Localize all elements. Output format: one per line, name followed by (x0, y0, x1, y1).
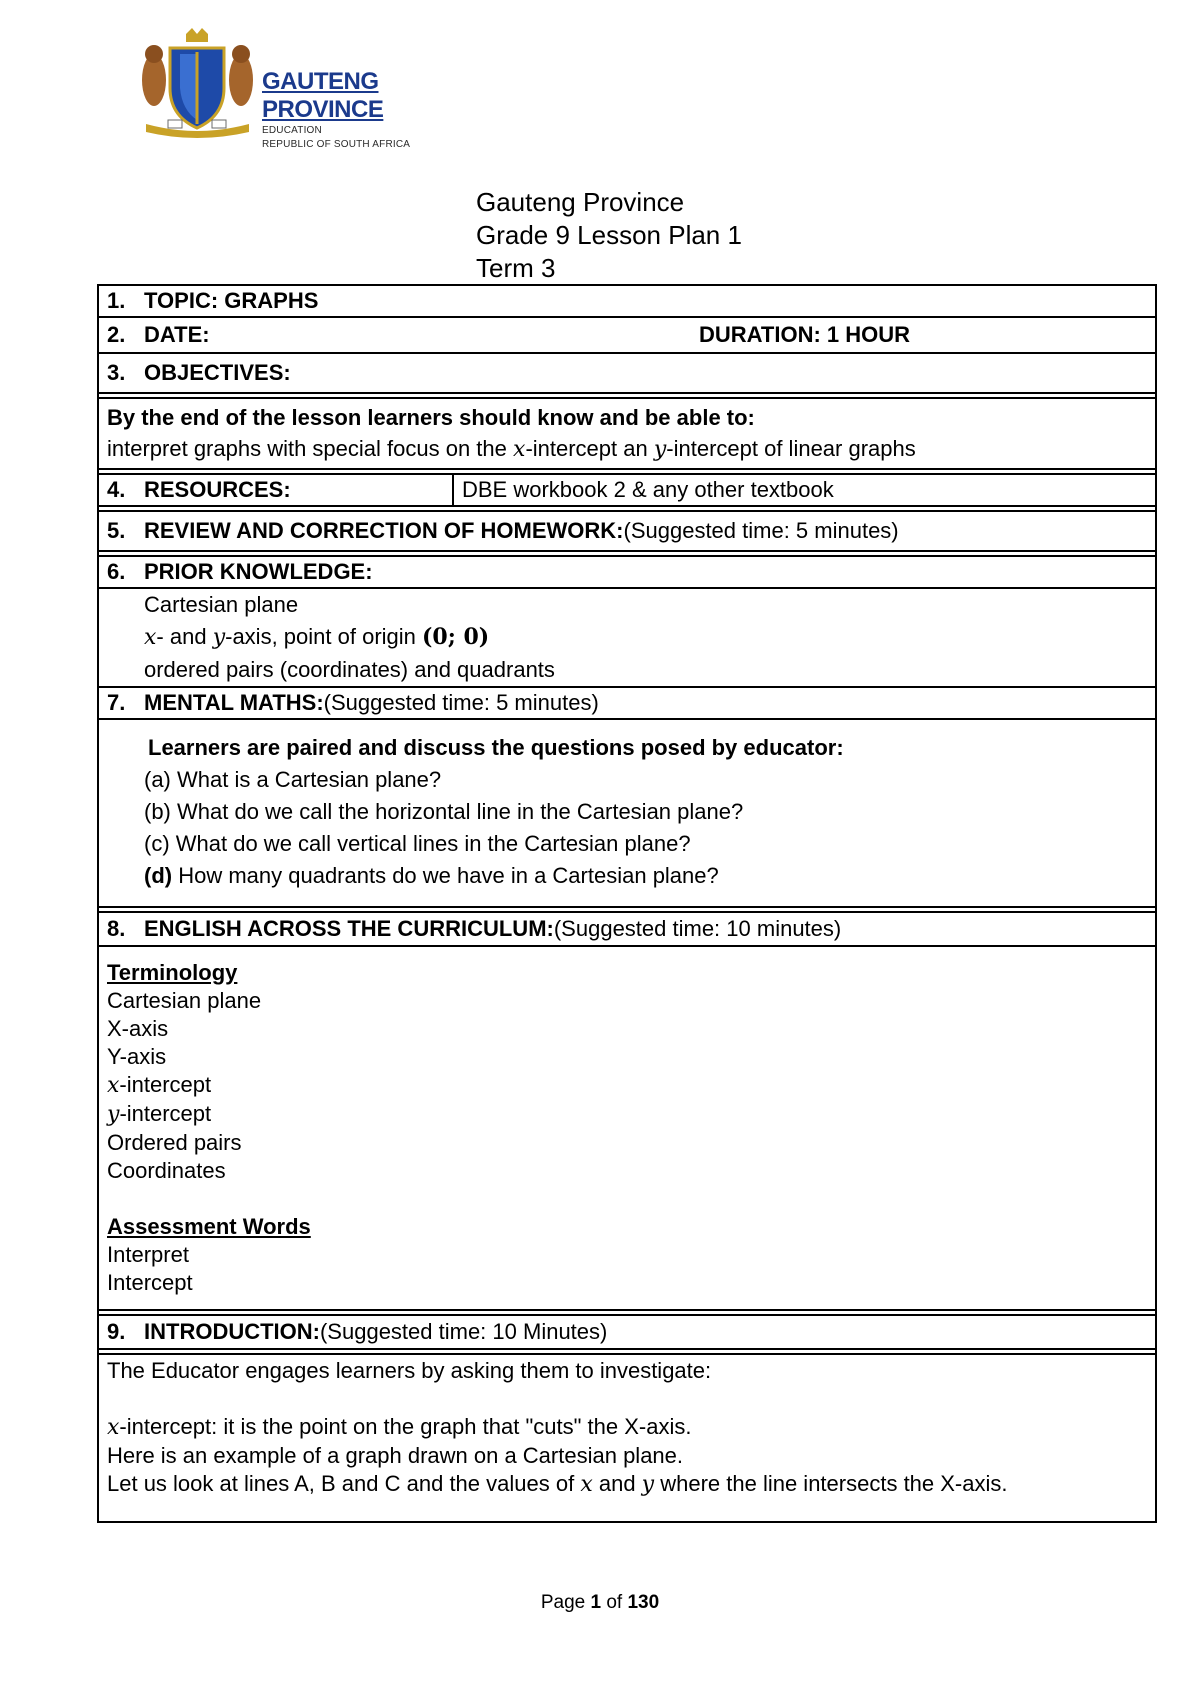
title-line-2: Grade 9 Lesson Plan 1 (476, 220, 742, 250)
assessment-item: Interpret (107, 1242, 189, 1267)
introduction-time: (Suggested time: 10 Minutes) (319, 1319, 608, 1344)
intro-paragraph: Let us look at lines A, B and C and the values of x and y where the line intersects the X-axis. (107, 1471, 1008, 1497)
intro-paragraph: The Educator engages learners by asking them to investigate: (107, 1358, 712, 1383)
introduction-body (99, 1353, 1155, 1521)
introduction-label: INTRODUCTION: (144, 1319, 320, 1344)
prior-knowledge-body (99, 589, 1155, 688)
gauteng-logo (140, 28, 460, 150)
term-item: x-intercept (107, 1072, 212, 1098)
section-number: 2. (107, 322, 126, 347)
english-label: ENGLISH ACROSS THE CURRICULUM: (144, 916, 554, 941)
prior-knowledge-label: PRIOR KNOWLEDGE: (144, 559, 373, 584)
section-number: 1. (107, 288, 126, 313)
question-a: (a) What is a Cartesian plane? (144, 767, 442, 792)
section-number: 4. (107, 477, 126, 502)
date-row (99, 318, 1155, 354)
term-item: X-axis (107, 1016, 169, 1041)
terminology-heading: Terminology (107, 960, 238, 985)
lesson-plan-table (97, 284, 1157, 1523)
logo-subtitle-1: EDUCATION (262, 125, 322, 136)
resources-row (99, 473, 1155, 507)
page-total: 130 (627, 1592, 660, 1613)
term-item: y-intercept (107, 1101, 212, 1127)
topic-label: TOPIC: GRAPHS (144, 288, 319, 313)
title-line-3: Term 3 (476, 253, 556, 283)
question-d: (d) How many quadrants do we have in a Cartesian plane? (144, 863, 719, 888)
section-number: 9. (107, 1319, 126, 1344)
mental-maths-body (99, 720, 1155, 908)
section-number: 5. (107, 518, 126, 543)
review-label: REVIEW AND CORRECTION OF HOMEWORK: (144, 518, 624, 543)
section-number: 3. (107, 360, 126, 385)
resources-label-cell (99, 475, 454, 505)
objectives-header (99, 354, 1155, 394)
review-row (99, 510, 1155, 552)
section-number: 6. (107, 559, 126, 584)
title-line-1: Gauteng Province (476, 187, 685, 217)
objectives-intro: By the end of the lesson learners should know and be able to: (107, 405, 755, 430)
duration-label: DURATION: 1 HOUR (699, 322, 911, 347)
mental-maths-header (99, 688, 1155, 720)
english-time: (Suggested time: 10 minutes) (553, 916, 842, 941)
prior-knowledge-header (99, 555, 1155, 589)
objectives-body (99, 397, 1155, 470)
term-item: Coordinates (107, 1158, 226, 1183)
resources-label: RESOURCES: (144, 477, 291, 502)
question-c: (c) What do we call vertical lines in the Cartesian plane? (144, 831, 691, 856)
topic-row (99, 286, 1155, 318)
page-footer: Page 1 of 130 (540, 1592, 660, 1613)
objectives-label: OBJECTIVES: (144, 360, 291, 385)
english-header (99, 911, 1155, 947)
english-body (99, 947, 1155, 1311)
page-number: 1 (590, 1592, 602, 1613)
prior-item: Cartesian plane (144, 592, 299, 617)
introduction-header (99, 1314, 1155, 1350)
term-item: Ordered pairs (107, 1130, 242, 1155)
assessment-item: Intercept (107, 1270, 193, 1295)
mental-maths-label: MENTAL MATHS: (144, 690, 324, 715)
coat-of-arms-icon (140, 28, 255, 138)
resources-value: DBE workbook 2 & any other textbook (462, 477, 834, 502)
mental-maths-time: (Suggested time: 5 minutes) (323, 690, 599, 715)
prior-item: x- and y-axis, point of origin (0; 0) (144, 624, 490, 650)
document-title (476, 186, 742, 285)
prior-item: ordered pairs (coordinates) and quadrants (144, 657, 555, 682)
objective-item: interpret graphs with special focus on the x-intercept an y-intercept of linear graphs (107, 436, 916, 462)
review-time: (Suggested time: 5 minutes) (623, 518, 899, 543)
logo-title: GAUTENG PROVINCE (262, 68, 384, 123)
date-label: DATE: (144, 322, 210, 347)
term-item: Cartesian plane (107, 988, 262, 1013)
intro-paragraph: x-intercept: it is the point on the graph that "cuts" the X-axis. (107, 1414, 692, 1440)
logo-subtitle-2: REPUBLIC OF SOUTH AFRICA (262, 139, 411, 150)
intro-paragraph: Here is an example of a graph drawn on a Cartesian plane. (107, 1443, 684, 1468)
assessment-words-heading: Assessment Words (107, 1214, 311, 1239)
mental-maths-intro: Learners are paired and discuss the questions posed by educator: (148, 735, 844, 760)
question-b: (b) What do we call the horizontal line in the Cartesian plane? (144, 799, 744, 824)
section-number: 7. (107, 690, 126, 715)
term-item: Y-axis (107, 1044, 167, 1069)
section-number: 8. (107, 916, 126, 941)
